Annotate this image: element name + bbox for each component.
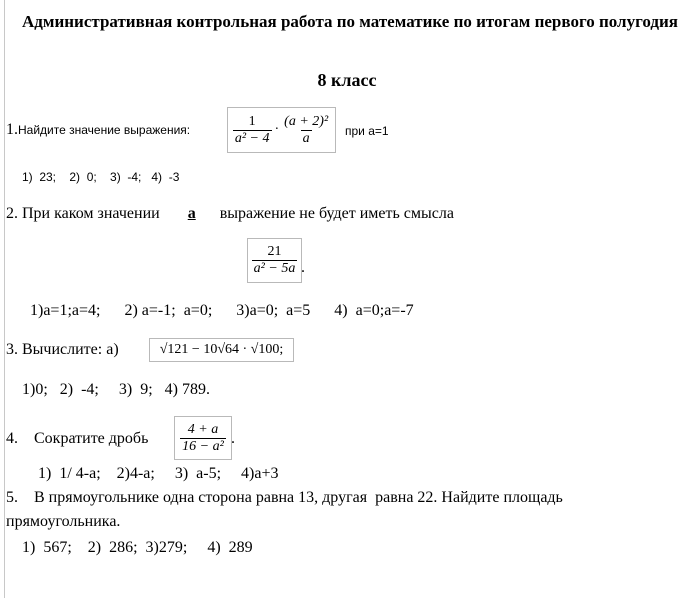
q1-dot: · <box>274 122 280 137</box>
q1-answers: 1) 23; 2) 0; 3) -4; 4) -3 <box>22 170 180 184</box>
q1-line <box>6 121 190 139</box>
q5-line-1: 5. В прямоугольнике одна сторона равна 13, другая равна 22. Найдите площадь <box>6 489 563 506</box>
q1-number: 1. <box>6 121 18 138</box>
q2-variable: a <box>187 205 196 222</box>
q2-expression-end: . <box>301 259 305 276</box>
q4-answers: 1) 1/ 4-a; 2)4-a; 3) a-5; 4)a+3 <box>38 465 279 482</box>
q1-expression <box>227 107 336 153</box>
q3-expression-text: √121 − 10√64 · √100; <box>159 342 284 357</box>
q1-f2-denominator: a <box>302 130 310 146</box>
q4-numerator: 4 + a <box>187 421 219 437</box>
q4-fraction <box>180 422 226 455</box>
page-title: Административная контрольная работа по математике по итогам первого полугодия <box>22 12 678 31</box>
q3-expression <box>149 338 294 362</box>
q1-condition: при a=1 <box>345 124 389 138</box>
q2-fraction <box>252 244 298 277</box>
q2-numerator: 21 <box>267 244 282 259</box>
q1-f1-denominator: a² − 4 <box>234 130 270 146</box>
q1-f1-numerator: 1 <box>248 113 256 129</box>
q2-text-after: выражение не будет иметь смысла <box>219 205 454 222</box>
q5-line-2: прямоугольника. <box>6 513 121 530</box>
q2-answers: 1)a=1;a=4; 2) a=-1; a=0; 3)a=0; a=5 4) a=0;a=-7 <box>30 302 414 319</box>
q1-fraction-2 <box>282 114 330 147</box>
q3-text: 3. Вычислите: а) <box>6 341 119 358</box>
grade-label: 8 класс <box>317 70 377 90</box>
q1-fraction-1 <box>233 114 272 147</box>
q3-answers: 1)0; 2) -4; 3) 9; 4) 789. <box>22 381 210 398</box>
q4-text: 4. Сократите дробь <box>6 430 149 447</box>
q4-expression-end: . <box>231 430 235 447</box>
q1-text: Найдите значение выражения: <box>18 123 191 137</box>
q2-denominator: a² − 5a <box>253 261 296 276</box>
q1-f2-numerator: (a + 2)² <box>284 113 329 129</box>
q4-denominator: 16 − a² <box>182 438 224 454</box>
q2-line <box>6 205 454 223</box>
q2-expression <box>247 238 302 283</box>
q4-expression <box>174 416 232 460</box>
q5-answers: 1) 567; 2) 286; 3)279; 4) 289 <box>22 539 253 556</box>
q2-text-before: 2. При каком значении <box>6 205 160 222</box>
